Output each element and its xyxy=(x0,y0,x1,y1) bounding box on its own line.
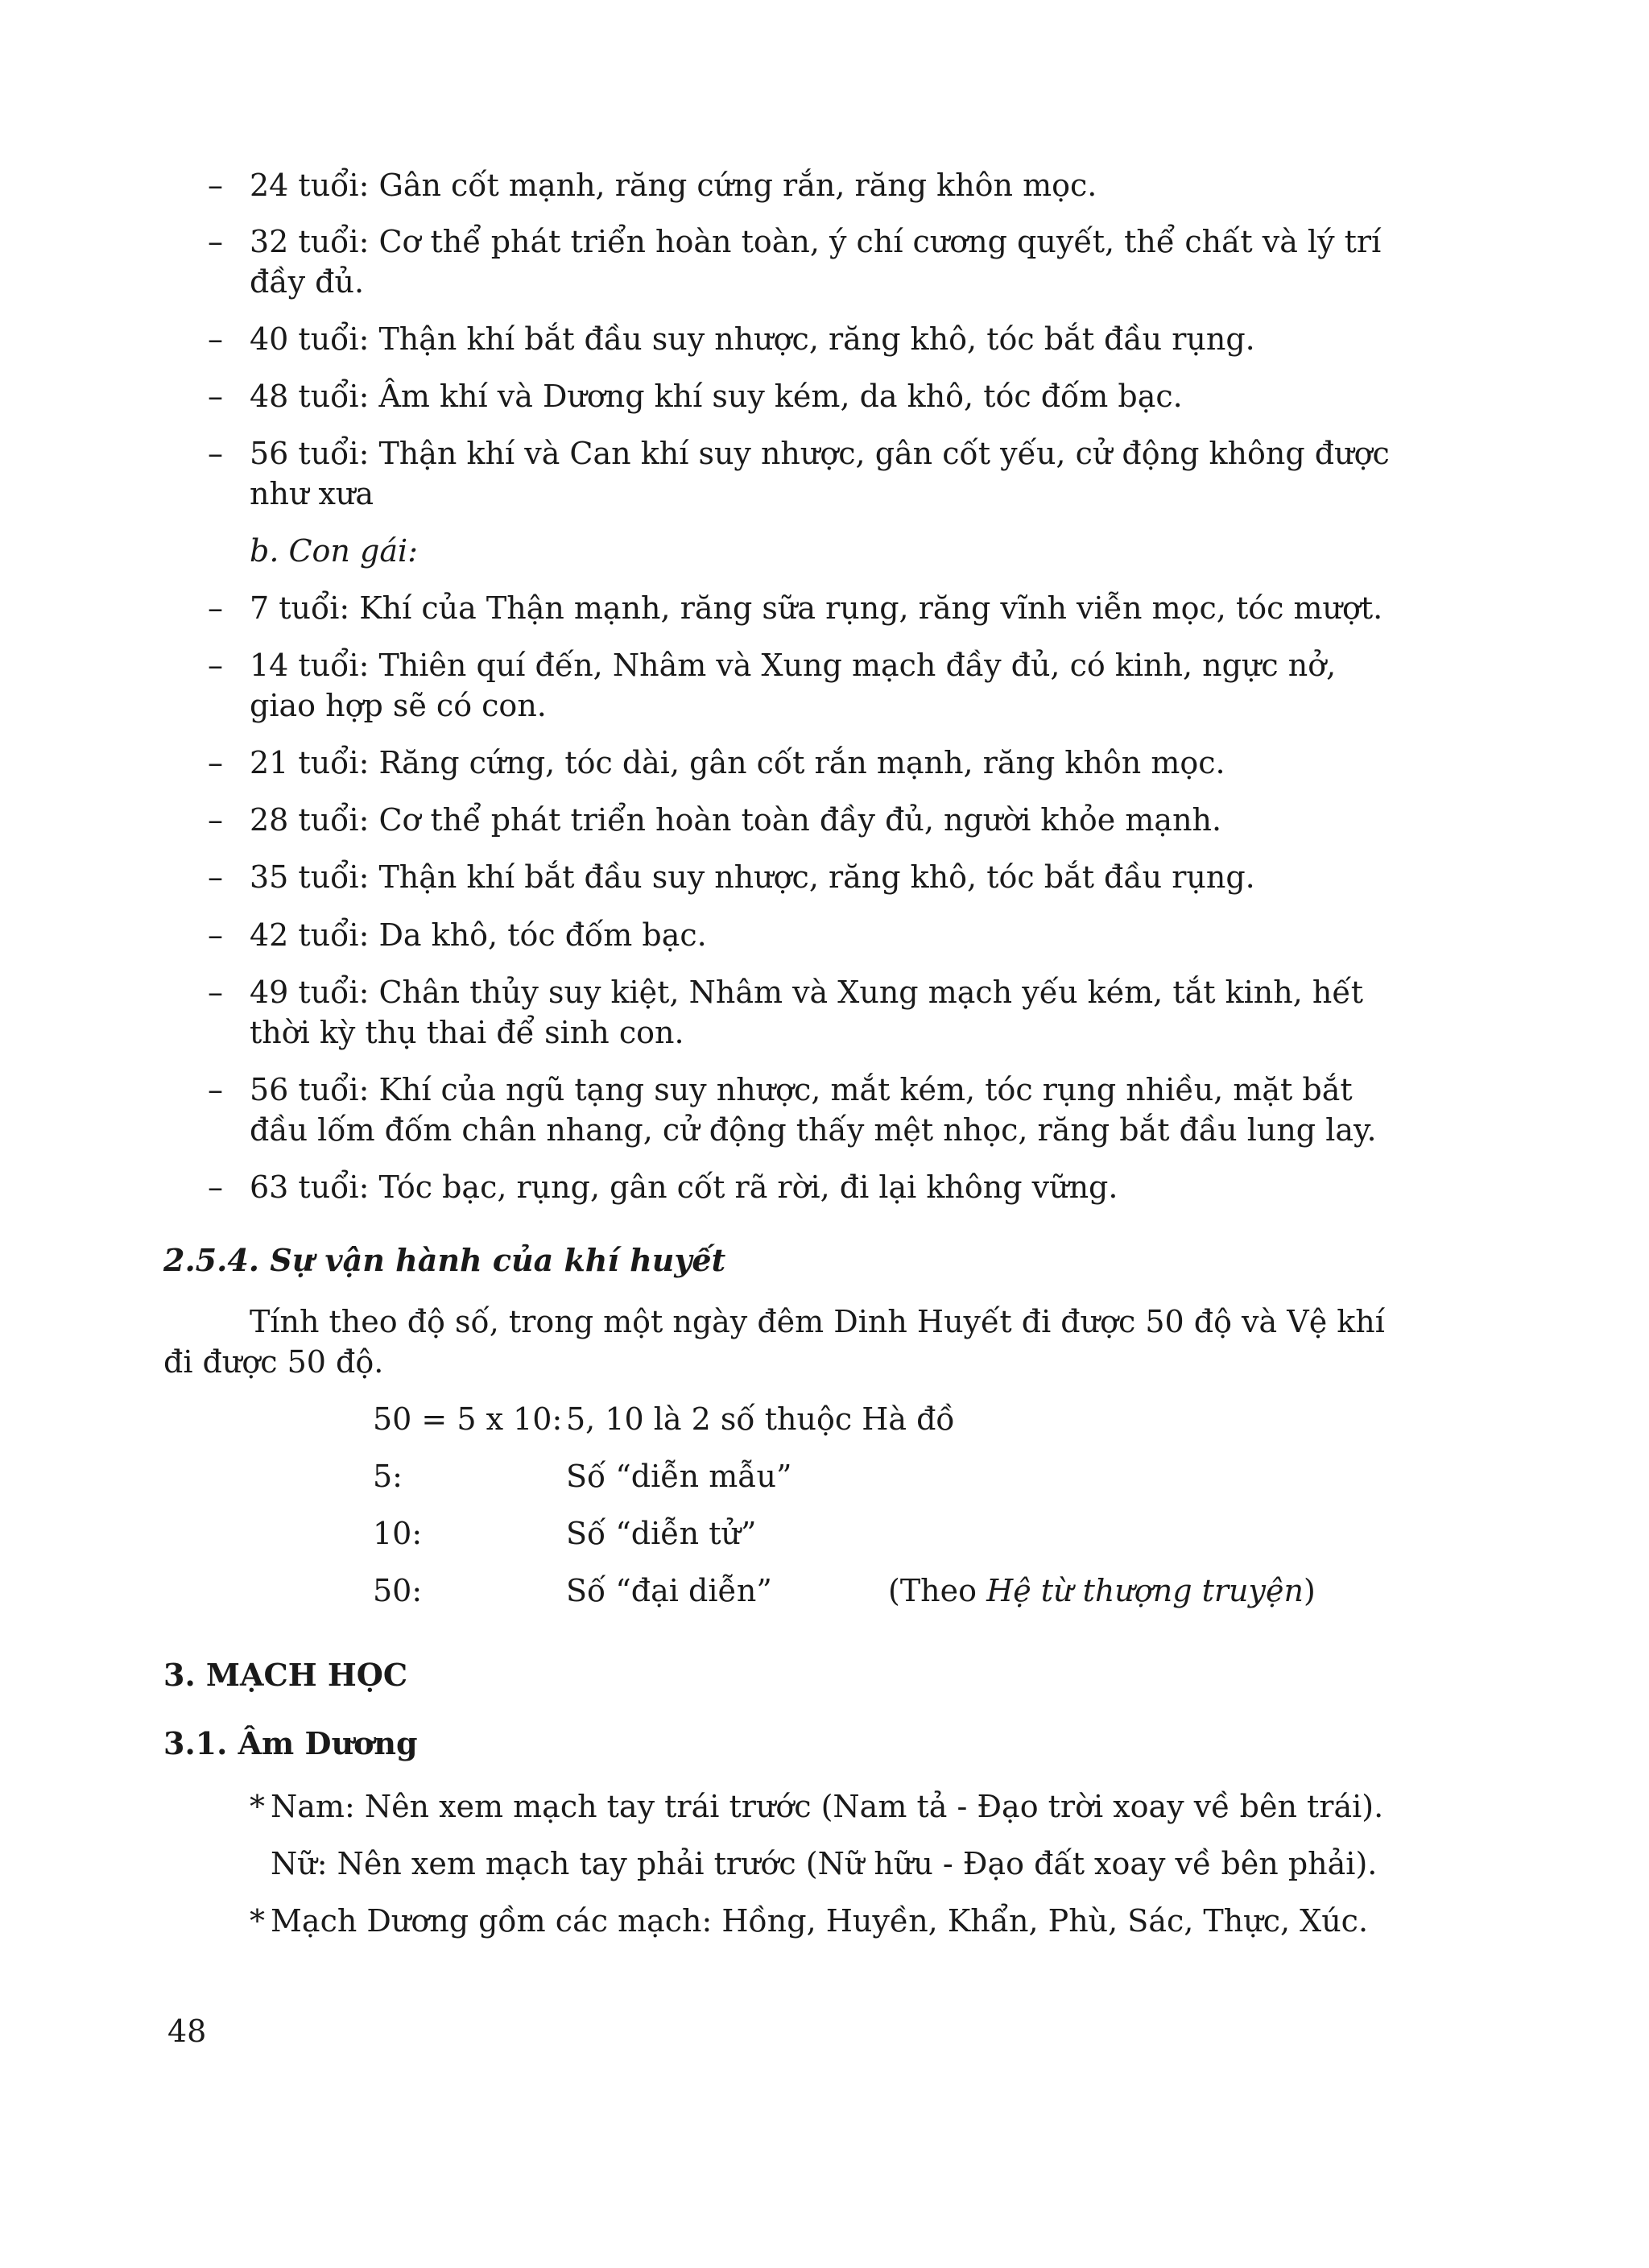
dash-icon: – xyxy=(208,917,223,953)
dash-icon: – xyxy=(208,745,223,780)
list-item: – 63 tuổi: Tóc bạc, rụng, gân cốt rã rời, đi lại không vững. xyxy=(208,1167,1399,1207)
list-item: – 28 tuổi: Cơ thể phát triển hoàn toàn đầy đủ, người khỏe mạnh. xyxy=(208,800,1399,840)
list-item: – 40 tuổi: Thận khí bắt đầu suy nhược, răng khô, tóc bắt đầu rụng. xyxy=(208,319,1399,359)
list-item: – 56 tuổi: Thận khí và Can khí suy nhược, gân cốt yếu, cử động không được như xưa xyxy=(208,433,1399,514)
list-item: – 14 tuổi: Thiên quí đến, Nhâm và Xung mạch đầy đủ, có kinh, ngực nở, giao hợp sẽ có con. xyxy=(208,645,1399,726)
dash-icon: – xyxy=(208,1072,223,1107)
list-item: – 56 tuổi: Khí của ngũ tạng suy nhược, mắt kém, tóc rụng nhiều, mặt bắt đầu lốm đốm chân nhang, cử động thấy mệt nhọc, răng bắt đầu lung lay. xyxy=(208,1070,1399,1150)
section-heading: 2.5.4. Sự vận hành của khí huyết xyxy=(163,1242,726,1278)
note-line: Nữ: Nên xem mạch tay phải trước (Nữ hữu - Đạo đất xoay về bên phải). xyxy=(271,1846,1378,1881)
dash-icon: – xyxy=(208,802,223,838)
dash-icon: – xyxy=(208,379,223,414)
section-heading: 3.1. Âm Dương xyxy=(163,1725,418,1761)
dash-icon: – xyxy=(208,321,223,357)
dash-icon: – xyxy=(208,224,223,259)
equation-row: 10: Số “diễn tử” xyxy=(373,1516,757,1551)
equation-row: 5: Số “diễn mẫu” xyxy=(373,1459,792,1494)
list-item: – 42 tuổi: Da khô, tóc đốm bạc. xyxy=(208,915,1399,955)
citation: (Theo Hệ từ thượng truyện) xyxy=(888,1573,1316,1608)
dash-icon: – xyxy=(208,975,223,1010)
list-item: – 32 tuổi: Cơ thể phát triển hoàn toàn, ý chí cương quyết, thể chất và lý trí đầy đủ. xyxy=(208,221,1399,302)
asterisk-icon: * xyxy=(250,1789,265,1824)
female-subheading: b. Con gái: xyxy=(250,533,418,569)
equation-row: 50 = 5 x 10: 5, 10 là 2 số thuộc Hà đồ xyxy=(373,1401,955,1437)
paragraph: Tính theo độ số, trong một ngày đêm Dinh Huyết đi được 50 độ và Vệ khí đi được 50 độ. xyxy=(163,1304,1385,1380)
list-item: – 21 tuổi: Răng cứng, tóc dài, gân cốt rắn mạnh, răng khôn mọc. xyxy=(208,743,1399,783)
asterisk-icon: * xyxy=(250,1903,265,1939)
note-line: * Mạch Dương gồm các mạch: Hồng, Huyền, Khẩn, Phù, Sác, Thực, Xúc. xyxy=(250,1901,1368,1941)
dash-icon: – xyxy=(208,1169,223,1205)
list-item: – 35 tuổi: Thận khí bắt đầu suy nhược, răng khô, tóc bắt đầu rụng. xyxy=(208,857,1399,897)
dash-icon: – xyxy=(208,859,223,895)
equation-row: 50: Số “đại diễn” (Theo Hệ từ thượng truyện) xyxy=(373,1571,1420,1611)
dash-icon: – xyxy=(208,590,223,626)
dash-icon: – xyxy=(208,648,223,683)
dash-icon: – xyxy=(208,168,223,203)
dash-icon: – xyxy=(208,436,223,471)
note-line: * Nam: Nên xem mạch tay trái trước (Nam tả - Đạo trời xoay về bên trái). xyxy=(250,1786,1383,1827)
chapter-heading: 3. MẠCH HỌC xyxy=(163,1657,408,1693)
list-item: – 7 tuổi: Khí của Thận mạnh, răng sữa rụng, răng vĩnh viễn mọc, tóc mượt. xyxy=(208,588,1399,628)
list-item: – 49 tuổi: Chân thủy suy kiệt, Nhâm và Xung mạch yếu kém, tắt kinh, hết thời kỳ thụ thai để sinh con. xyxy=(208,972,1399,1053)
list-item: – 48 tuổi: Âm khí và Dương khí suy kém, da khô, tóc đốm bạc. xyxy=(208,376,1399,416)
page-number: 48 xyxy=(167,2013,207,2049)
list-item: – 24 tuổi: Gân cốt mạnh, răng cứng rắn, răng khôn mọc. xyxy=(208,165,1399,205)
